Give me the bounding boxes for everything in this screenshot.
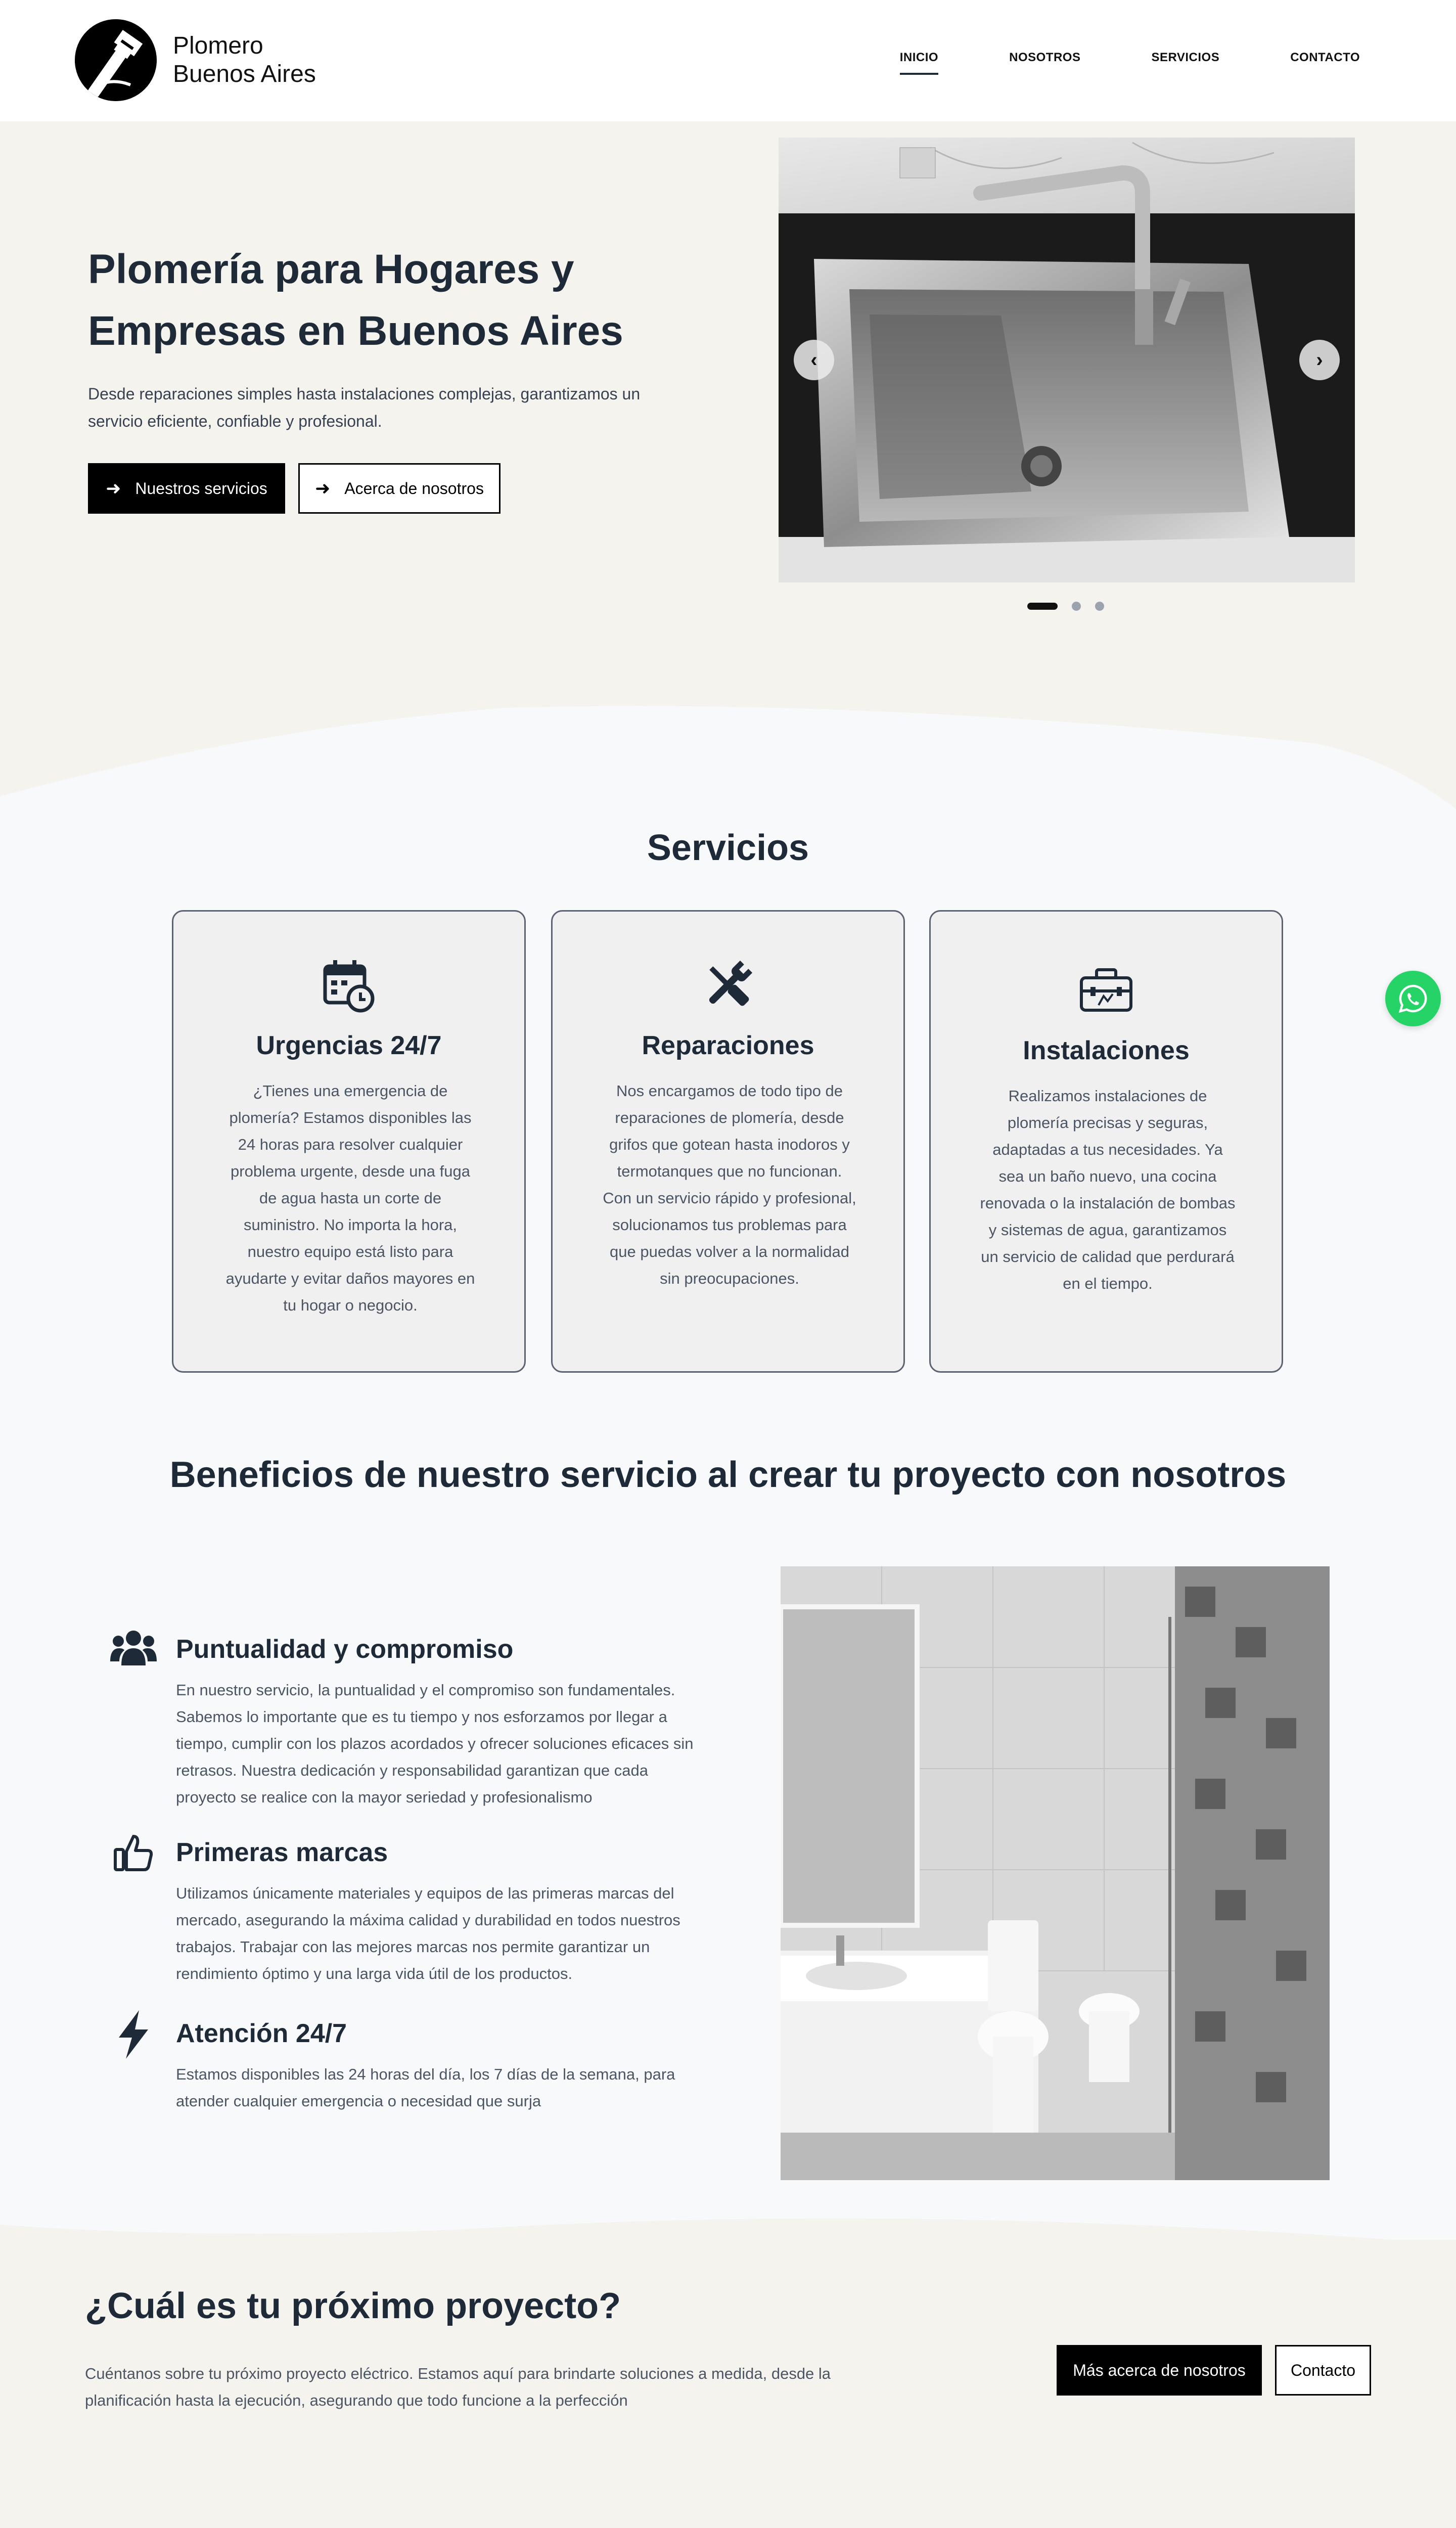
- service-card-instalaciones: [929, 910, 1283, 1373]
- calendar-clock-icon: [173, 957, 524, 1013]
- whatsapp-icon: [1397, 983, 1429, 1014]
- carousel-prev-button[interactable]: ‹: [794, 340, 834, 380]
- services-title: Servicios: [647, 828, 809, 868]
- toolbox-icon: [931, 965, 1282, 1015]
- hero-section: [0, 121, 1456, 708]
- benefit-text: En nuestro servicio, la puntualidad y el compromiso son fundamentales. Sabemos lo importante que es tu tiempo y nos esforzamos por llegar a tiempo, cumplir con los plazos acordados y ofrecer soluciones eficaces sin retrasos. Nuestra dedicación y responsabilidad garantizan que cada proyecto se realice con la mayor seriedad y profesionalismo: [176, 1681, 694, 1806]
- benefit-title: Puntualidad y compromiso: [176, 1635, 514, 1664]
- thumbs-up-icon: [109, 1828, 158, 1877]
- card-title: Urgencias 24/7: [256, 1031, 442, 1060]
- arrow-right-icon: ➜: [315, 478, 331, 499]
- benefit-text: Estamos disponibles las 24 horas del día, los 7 días de la semana, para atender cualquier emergencia o necesidad que surja: [176, 2065, 675, 2110]
- kitchen-sink-image: [779, 138, 1355, 582]
- hero-title: Plomería para Hogares y Empresas en Buenos Aires: [88, 246, 623, 354]
- benefits-title: Beneficios de nuestro servicio al crear tu proyecto con nosotros: [169, 1455, 1287, 1495]
- brand-name: [173, 32, 316, 88]
- our-services-button[interactable]: [88, 463, 285, 514]
- nav-servicios[interactable]: SERVICIOS: [1151, 51, 1220, 64]
- contact-label: Contacto: [1290, 2361, 1356, 2379]
- nav-contacto[interactable]: CONTACTO: [1290, 51, 1360, 64]
- about-us-label: Acerca de nosotros: [344, 479, 484, 498]
- whatsapp-button[interactable]: [1385, 971, 1441, 1026]
- tools-icon: [553, 957, 903, 1013]
- bathroom-image: [781, 1566, 1330, 2180]
- contact-button[interactable]: [1275, 2345, 1371, 2396]
- carousel-dot-3[interactable]: [1095, 602, 1104, 611]
- service-card-urgencias: [172, 910, 526, 1373]
- card-text: Nos encargamos de todo tipo de reparaciones de plomería, desde grifos que gotean hasta inodoros y termotanques que no funcionan. Con un servicio rápido y profesional, solucionamos tus problemas para que puedas volver a la normalidad sin preocupaciones.: [603, 1082, 856, 1287]
- our-services-label: Nuestros servicios: [135, 479, 267, 498]
- carousel-indicators: [1027, 602, 1104, 611]
- brand-line-1: Plomero: [173, 32, 263, 59]
- carousel-dot-2[interactable]: [1072, 602, 1081, 611]
- brand-logo[interactable]: [75, 19, 316, 101]
- brand-line-2: Buenos Aires: [173, 61, 316, 87]
- bottom-wave-divider: [0, 2215, 1456, 2285]
- hero-carousel-image: [779, 138, 1355, 582]
- service-card-reparaciones: [551, 910, 905, 1373]
- card-title: Instalaciones: [1023, 1036, 1190, 1065]
- card-text: ¿Tienes una emergencia de plomería? Estamos disponibles las 24 horas para resolver cualquier problema urgente, desde una fuga de agua hasta un corte de suministro. No importa la hora, nuestro equipo está listo para ayudarte y evitar daños mayores en tu hogar o negocio.: [225, 1082, 475, 1314]
- carousel-dot-1[interactable]: [1027, 603, 1058, 610]
- lightning-icon: [109, 2010, 158, 2059]
- benefit-title: Primeras marcas: [176, 1838, 388, 1867]
- nav-nosotros[interactable]: NOSOTROS: [1009, 51, 1081, 64]
- top-wave-divider: [0, 698, 1456, 814]
- site-header: [0, 0, 1456, 121]
- arrow-right-icon: ➜: [106, 478, 121, 499]
- cta-title: ¿Cuál es tu próximo proyecto?: [85, 2286, 621, 2326]
- more-about-us-button[interactable]: [1057, 2345, 1262, 2396]
- about-us-button[interactable]: [298, 463, 500, 514]
- more-about-us-label: Más acerca de nosotros: [1073, 2361, 1246, 2379]
- nav-inicio[interactable]: INICIO: [899, 51, 939, 64]
- card-title: Reparaciones: [642, 1031, 814, 1060]
- users-icon: [109, 1624, 158, 1673]
- main-nav: [900, 51, 1360, 65]
- cta-text: Cuéntanos sobre tu próximo proyecto eléctrico. Estamos aquí para brindarte soluciones a medida, desde la planificación hasta la ejecución, asegurando que todo funcione a la perfección: [85, 2365, 831, 2409]
- wrench-logo-icon: [75, 19, 157, 101]
- benefit-text: Utilizamos únicamente materiales y equipos de las primeras marcas del mercado, asegurando la máxima calidad y durabilidad en todos nuestros trabajos. Trabajar con las mejores marcas nos permite garantizar un rendimiento óptimo y una larga vida útil de los productos.: [176, 1884, 680, 1982]
- benefit-title: Atención 24/7: [176, 2019, 347, 2048]
- hero-description: Desde reparaciones simples hasta instalaciones complejas, garantizamos un servicio eficiente, confiable y profesional.: [88, 385, 641, 430]
- carousel-next-button[interactable]: ›: [1299, 340, 1340, 380]
- card-text: Realizamos instalaciones de plomería precisas y seguras, adaptadas a tus necesidades. Ya sea un baño nuevo, una cocina renovada o la instalación de bombas y sistemas de agua, garantizamos un servicio de calidad que perdurará en el tiempo.: [980, 1087, 1236, 1292]
